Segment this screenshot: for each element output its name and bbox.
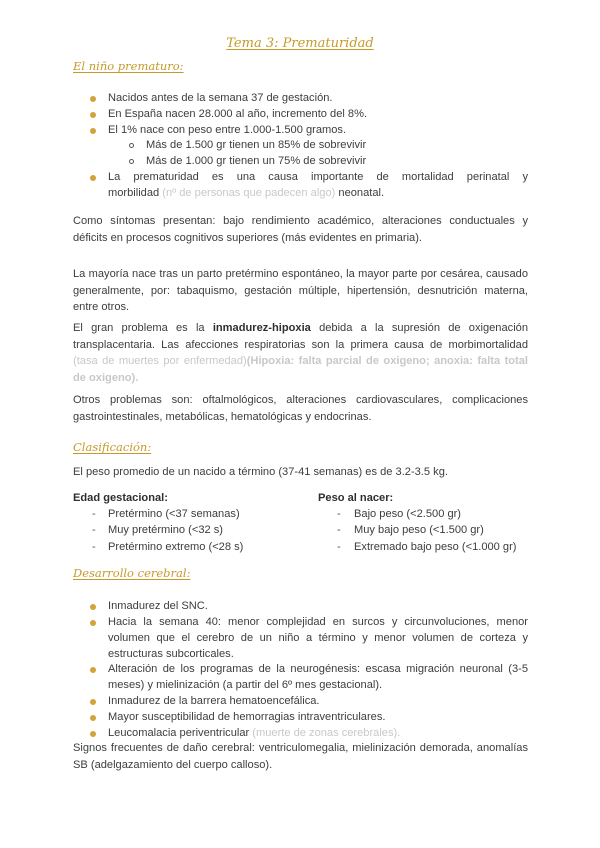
paragraph-other-problems: Otros problemas son: oftalmológicos, alteraciones cardiovasculares, complicaciones gastrointestinales, metabólicas, hematológicas y endocrinas. <box>73 394 528 423</box>
definition-note: (nº de personas que padecen algo) <box>162 187 336 199</box>
list-item: Pretérmino (<37 semanas) <box>108 508 240 520</box>
bullet-dot <box>90 715 96 721</box>
list-item: Muy pretérmino (<32 s) <box>108 524 223 536</box>
page-title: Tema 3: Prematuridad <box>226 36 374 51</box>
list-item: Alteración de los programas de la neurogénesis: escasa migración neuronal (3-5 meses) y mielinización (a partir del 6º mes gestacional). <box>108 663 528 691</box>
text-span: El gran problema es la <box>73 322 213 334</box>
sub-bullet-circle <box>129 159 134 164</box>
sub-list-item: Más de 1.000 gr tienen un 75% de sobrevivir <box>146 155 367 167</box>
definition-note: (tasa de muertes por enfermedad) <box>73 355 247 367</box>
bold-term: inmadurez-hipoxia <box>212 322 311 334</box>
list-item: Hacia la semana 40: menor complejidad en surcos y circunvoluciones, menor volumen que el cerebro de un niño a término y menor volumen de corteza y estructuras subcorticales. <box>108 616 528 660</box>
dash-marker: - <box>337 508 341 520</box>
dash-marker: - <box>92 541 96 553</box>
mortality-line-2 <box>108 185 528 201</box>
dash-marker: - <box>337 541 341 553</box>
bullet-dot <box>90 604 96 610</box>
dash-marker: - <box>92 508 96 520</box>
list-item: Extremado bajo peso (<1.000 gr) <box>354 541 517 553</box>
paragraph-average-weight: El peso promedio de un nacido a término (37-41 semanas) es de 3.2-3.5 kg. <box>73 466 448 478</box>
section-heading-classification: Clasificación: <box>73 440 152 454</box>
list-item: Muy bajo peso (<1.500 gr) <box>354 524 484 536</box>
text-span: morbilidad <box>108 187 163 199</box>
text-span: Leucomalacia periventricular <box>108 727 253 739</box>
mortality-line-1: La prematuridad es una causa importante de mortalidad perinatal y <box>108 171 528 183</box>
paragraph-symptoms: Como síntomas presentan: bajo rendimiento académico, alteraciones conductuales y déficits en procesos cognitivos superiores (más evidentes en primaria). <box>73 215 528 244</box>
paragraph-causes: La mayoría nace tras un parto pretérmino espontáneo, la mayor parte por cesárea, causado generalmente, por: tabaquismo, gestación múltiple, hipertensión, desnutrición materna, entre otros. <box>73 268 528 313</box>
bullet-dot <box>90 731 96 737</box>
list-item: El 1% nace con peso entre 1.000-1.500 gramos. <box>108 124 347 136</box>
list-item: En España nacen 28.000 al año, incremento del 8%. <box>108 108 368 120</box>
dash-marker: - <box>337 524 341 536</box>
list-item-mortality <box>108 169 528 201</box>
definition-note-bold: (Hipoxia: falta parcial de oxigeno; anoxia: falta total de oxigeno). <box>73 355 528 384</box>
list-item: Inmadurez del SNC. <box>108 600 208 612</box>
section-heading-brain-development: Desarrollo cerebral: <box>73 566 191 580</box>
section-heading-premature: El niño prematuro: <box>73 59 184 73</box>
list-item: Mayor susceptibilidad de hemorragias intraventriculares. <box>108 711 386 723</box>
bullet-dot <box>90 620 96 626</box>
definition-note: (muerte de zonas cerebrales). <box>252 727 401 739</box>
dash-marker: - <box>92 524 96 536</box>
list-item: Pretérmino extremo (<28 s) <box>108 541 244 553</box>
column-header-birth-weight: Peso al nacer: <box>318 492 394 504</box>
list-item: Nacidos antes de la semana 37 de gestación. <box>108 92 333 104</box>
text-span: debida a la supresión de oxigenación transplacentaria. Las afecciones respiratorias son la primera causa de morbimortalidad <box>73 322 528 351</box>
text-span: neonatal. <box>335 187 385 199</box>
bullet-dot <box>90 96 96 102</box>
bullet-dot <box>90 667 96 673</box>
sub-list-item: Más de 1.500 gr tienen un 85% de sobrevivir <box>146 139 367 151</box>
bullet-dot <box>90 112 96 118</box>
paragraph-brain-damage-signs: Signos frecuentes de daño cerebral: ventriculomegalia, mielinización demorada, anomalías SB (adelgazamiento del cuerpo calloso). <box>73 742 528 771</box>
bullet-dot <box>90 699 96 705</box>
bullet-dot <box>90 128 96 134</box>
list-item: Bajo peso (<2.500 gr) <box>354 508 461 520</box>
column-header-gestational-age: Edad gestacional: <box>73 492 168 504</box>
sub-bullet-circle <box>129 143 134 148</box>
bullet-dot <box>90 175 96 181</box>
list-item: Inmadurez de la barrera hematoencefálica. <box>108 695 320 707</box>
list-item <box>108 725 528 741</box>
paragraph-hypoxia <box>73 320 528 386</box>
